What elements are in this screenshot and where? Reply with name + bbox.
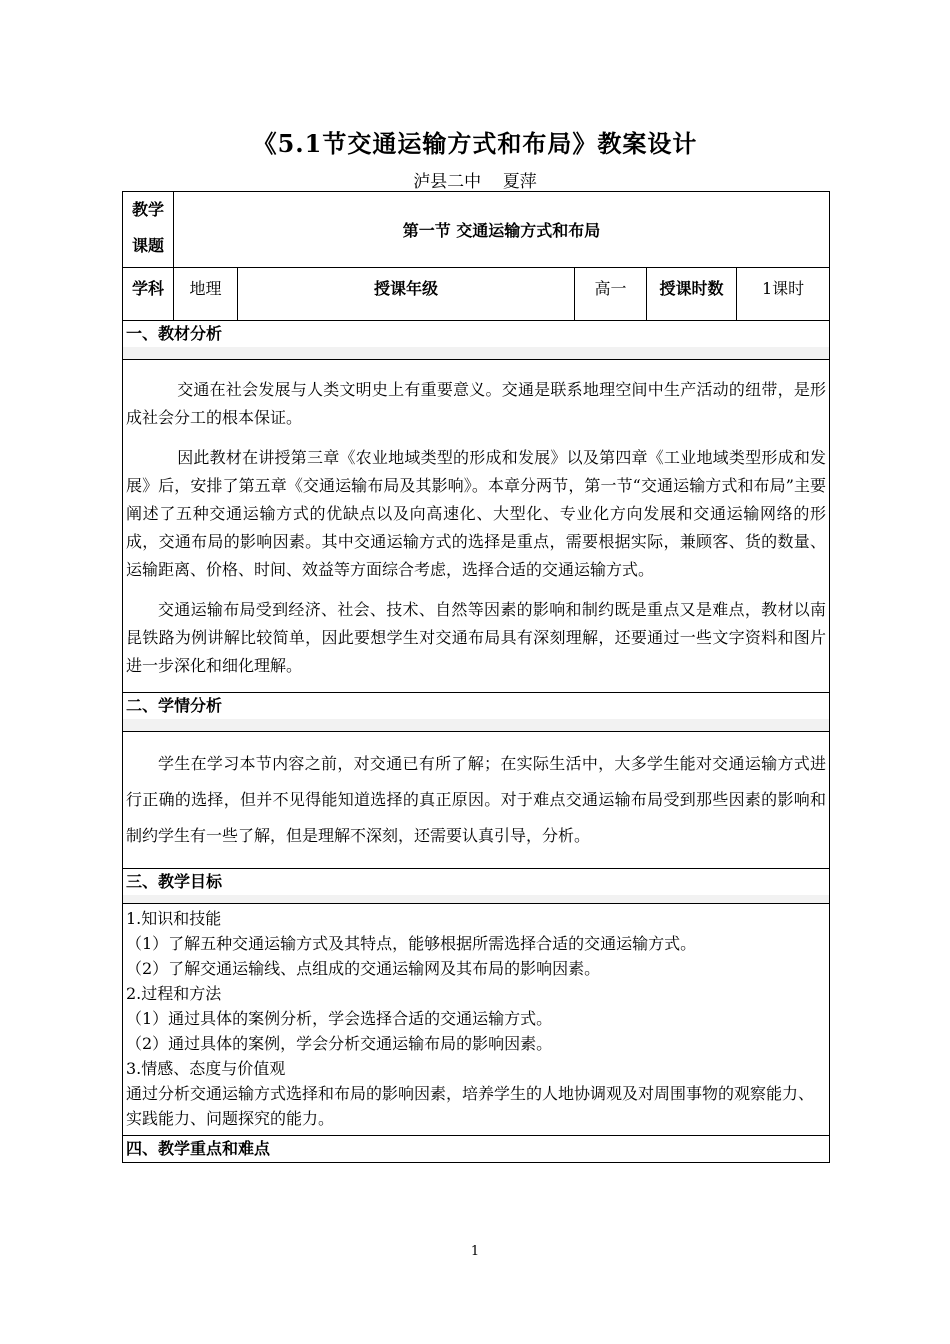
lesson-label-line2: 课题 bbox=[131, 236, 164, 255]
teaching-goals-list bbox=[123, 904, 830, 1136]
lesson-plan-table bbox=[122, 191, 830, 1163]
section-heading-student-analysis: 二、学情分析 bbox=[123, 693, 830, 720]
goal-line: 通过分析交通运输方式选择和布局的影响因素，培养学生的人地协调观及对周围事物的观察能力、实践能力、问题探究的能力。 bbox=[126, 1084, 815, 1128]
goal-line: 3.情感、态度与价值观 bbox=[126, 1059, 286, 1078]
section-shade-bar bbox=[123, 347, 830, 360]
page-number: 1 bbox=[470, 1244, 480, 1259]
textbook-paragraph-1: 交通在社会发展与人类文明史上有重要意义。交通是联系地理空间中生产活动的纽带，是形成社会分工的根本保证。 bbox=[126, 380, 827, 427]
lesson-label-cell bbox=[123, 192, 174, 268]
lesson-title: 第一节 交通运输方式和布局 bbox=[174, 192, 830, 268]
document-title: 《5.1节交通运输方式和布局》教案设计 bbox=[252, 129, 698, 158]
lesson-label-line1: 教学 bbox=[131, 200, 164, 219]
goal-line: （2）了解交通运输线、点组成的交通运输网及其布局的影响因素。 bbox=[126, 959, 601, 978]
goal-line: （1）了解五种交通运输方式及其特点，能够根据所需选择合适的交通运输方式。 bbox=[126, 934, 697, 953]
hours-value: 1课时 bbox=[737, 268, 830, 321]
section-heading-teaching-goals: 三、教学目标 bbox=[123, 869, 830, 896]
textbook-analysis-body bbox=[123, 360, 830, 693]
author-line: 泸县二中 夏萍 bbox=[413, 172, 537, 192]
hours-label: 授课时数 bbox=[647, 268, 737, 321]
grade-label: 授课年级 bbox=[238, 268, 575, 321]
section-heading-key-points: 四、教学重点和难点 bbox=[123, 1136, 830, 1163]
subject-value: 地理 bbox=[174, 268, 238, 321]
section-shade-bar bbox=[123, 895, 830, 904]
textbook-paragraph-3: 交通运输布局受到经济、社会、技术、自然等因素的影响和制约既是重点又是难点，教材以南昆铁路为例讲解比较简单，因此要想学生对交通布局具有深刻理解，还要通过一些文字资料和图片进一步深化和细化理解。 bbox=[126, 600, 827, 675]
goal-line: （1）通过具体的案例分析，学会选择合适的交通运输方式。 bbox=[126, 1009, 553, 1028]
goal-line: 2.过程和方法 bbox=[126, 984, 222, 1003]
goal-line: 1.知识和技能 bbox=[126, 909, 222, 928]
textbook-paragraph-2: 因此教材在讲授第三章《农业地域类型的形成和发展》以及第四章《工业地域类型形成和发展》后，安排了第五章《交通运输布局及其影响》。本章分两节，第一节“交通运输方式和布局”主要阐述了五种交通运输方式的优缺点以及向高速化、大型化、专业化方向发展和交通运输网络的形成，交通布局的影响因素。其中交通运输方式的选择是重点，需要根据实际，兼顾客、货的数量、运输距离、价格、时间、效益等方面综合考虑，选择合适的交通运输方式。 bbox=[126, 448, 827, 579]
goal-line: （2）通过具体的案例，学会分析交通运输布局的影响因素。 bbox=[126, 1034, 553, 1053]
grade-value: 高一 bbox=[575, 268, 647, 321]
student-analysis-paragraph: 学生在学习本节内容之前，对交通已有所了解；在实际生活中，大多学生能对交通运输方式进行正确的选择，但并不见得能知道选择的真正原因。对于难点交通运输布局受到那些因素的影响和制约学生有一些了解，但是理解不深刻，还需要认真引导，分析。 bbox=[123, 732, 830, 869]
subject-label: 学科 bbox=[123, 268, 174, 321]
section-heading-textbook-analysis: 一、教材分析 bbox=[123, 321, 830, 348]
section-shade-bar bbox=[123, 719, 830, 732]
